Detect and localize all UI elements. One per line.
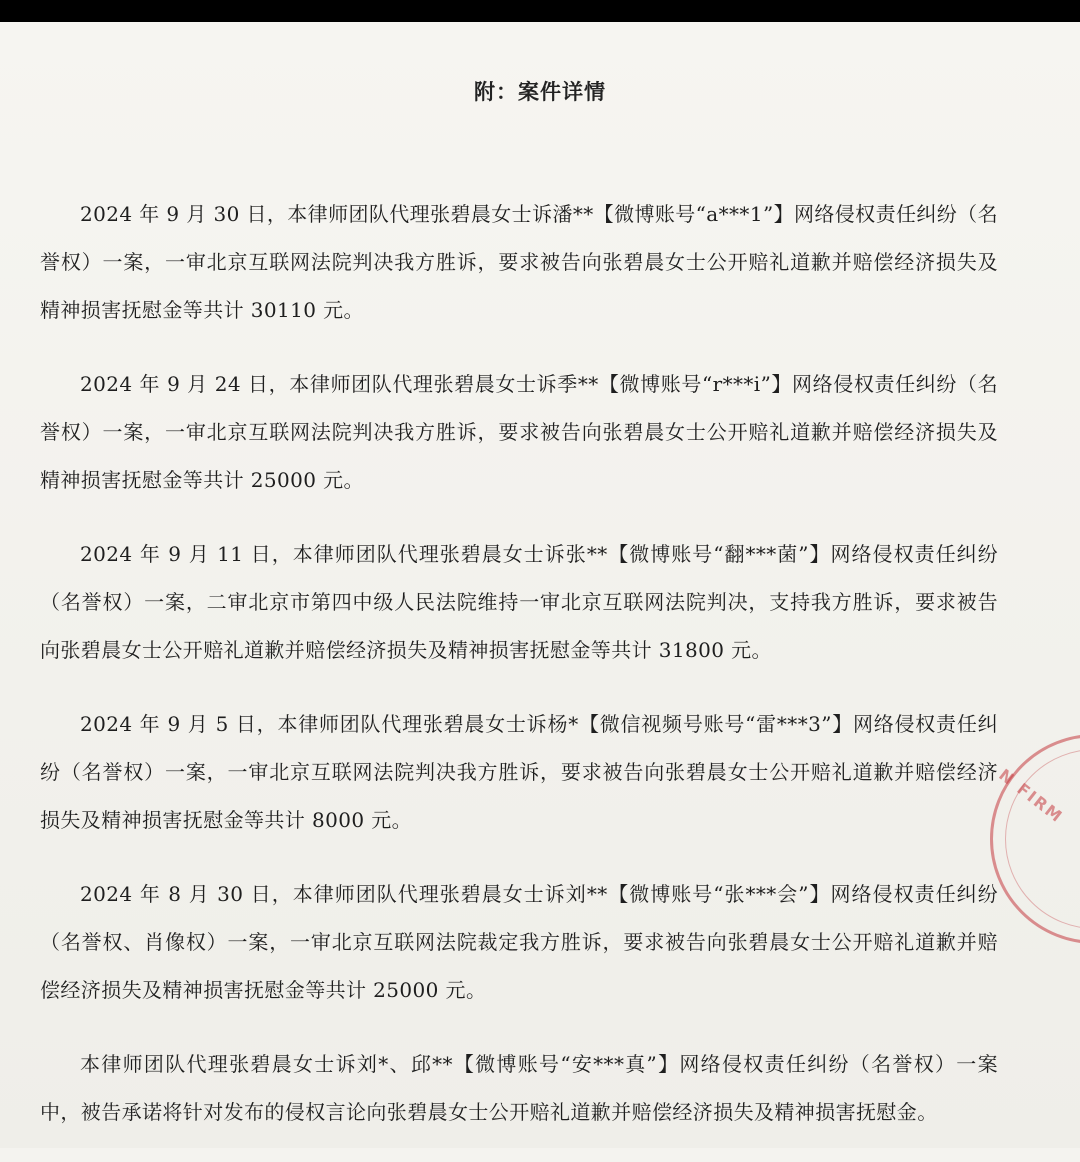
seal-text: N FIRM: [995, 765, 1067, 827]
case-paragraph-5: 2024 年 8 月 30 日，本律师团队代理张碧晨女士诉刘**【微博账号“张***会”】网络侵权责任纠纷（名誉权、肖像权）一案，一审北京互联网法院裁定我方胜诉，要求被告向张碧晨女士公开赔礼道歉并赔偿经济损失及精神损害抚慰金等共计 25000 元。: [40, 882, 998, 1002]
case-paragraph-3: 2024 年 9 月 11 日，本律师团队代理张碧晨女士诉张**【微博账号“翻***菌”】网络侵权责任纠纷（名誉权）一案，二审北京市第四中级人民法院维持一审北京互联网法院判决，支持我方胜诉，要求被告向张碧晨女士公开赔礼道歉并赔偿经济损失及精神损害抚慰金等共计 31800 元。: [40, 542, 998, 662]
document-body: [40, 190, 998, 1162]
case-paragraph-4: 2024 年 9 月 5 日，本律师团队代理张碧晨女士诉杨*【微信视频号账号“雷***3”】网络侵权责任纠纷（名誉权）一案，一审北京互联网法院判决我方胜诉，要求被告向张碧晨女士公开赔礼道歉并赔偿经济损失及精神损害抚慰金等共计 8000 元。: [40, 712, 998, 832]
case-paragraph-6: 本律师团队代理张碧晨女士诉刘*、邱**【微博账号“安***真”】网络侵权责任纠纷（名誉权）一案中，被告承诺将针对发布的侵权言论向张碧晨女士公开赔礼道歉并赔偿经济损失及精神损害抚慰金。: [40, 1052, 998, 1124]
document-page: [0, 22, 1080, 1148]
case-paragraph-2: 2024 年 9 月 24 日，本律师团队代理张碧晨女士诉季**【微博账号“r***i”】网络侵权责任纠纷（名誉权）一案，一审北京互联网法院判决我方胜诉，要求被告向张碧晨女士公开赔礼道歉并赔偿经济损失及精神损害抚慰金等共计 25000 元。: [40, 372, 998, 492]
top-black-bar: [0, 0, 1080, 22]
case-paragraph-1: 2024 年 9 月 30 日，本律师团队代理张碧晨女士诉潘**【微博账号“a***1”】网络侵权责任纠纷（名誉权）一案，一审北京互联网法院判决我方胜诉，要求被告向张碧晨女士公开赔礼道歉并赔偿经济损失及精神损害抚慰金等共计 30110 元。: [40, 202, 998, 322]
law-firm-seal: [990, 734, 1080, 944]
document-title: 附：案件详情: [474, 80, 606, 104]
